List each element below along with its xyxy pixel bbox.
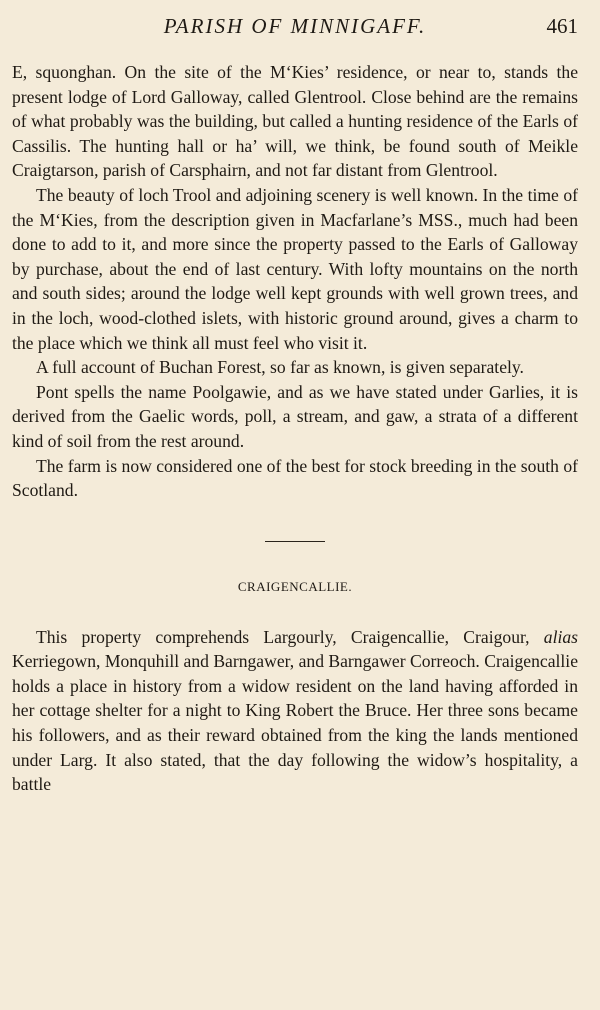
paragraph-continuation: E, squonghan. On the site of the M‘Kies’ residence, or near to, stands the present lodge of Lord Galloway, called Glentrool. Close behind are the remains of what probably was the building, but called a hunting residence of the Earls of Cassilis. The hunting hall or ha’ will, we think, be found south of Meikle Craigtarson, parish of Carsphairn, and not far distant from Glentrool. [12,62,578,181]
alias-word: alias [543,626,578,647]
body-text [12,60,578,797]
paragraph-craigencallie [12,625,578,797]
intro-text-start: This property comprehends Largourly, Craigencallie, Craigour, [36,626,544,647]
running-head [12,12,578,42]
paragraph-poolgawie: Pont spells the name Poolgawie, and as we have stated under Garlies, it is derived from the Gaelic words, poll, a stream, and gaw, a strata of a different kind of soil from the rest around. [12,381,578,451]
section-heading: CRAIGENCALLIE. [237,578,353,594]
running-title: PARISH OF MINNIGAFF. [163,14,427,38]
paragraph-stock-breeding: The farm is now considered one of the best for stock breeding in the south of Scotland. [12,455,578,501]
paragraph-buchan-forest: A full account of Buchan Forest, so far as known, is given separately. [36,357,524,378]
paragraph-loch-trool: The beauty of loch Trool and adjoining scenery is well known. In the time of the M‘Kies, from the description given in Macfarlane’s MSS., much had been done to add to it, and more since the property passed to the Earls of Galloway by purchase, about the end of last century. With lofty mountains on the north and south sides; around the lodge well kept grounds with well grown trees, and in the loch, wood-clothed islets, with historic ground around, gives a charm to the place which we think all must feel who visit it. [12,184,578,353]
intro-text-rest: Kerriegown, Monquhill and Barngawer, and Barngawer Correoch. Craigencallie holds a place in history from a widow resident on the land having afforded in her cottage shelter for a night to King Robert the Bruce. Her three sons became his followers, and as their reward obtained from the king the lands mentioned under Larg. It also stated, that the day following the widow’s hospitality, a battle [12,651,579,795]
page-number: 461 [546,14,578,38]
section-divider [265,541,325,542]
